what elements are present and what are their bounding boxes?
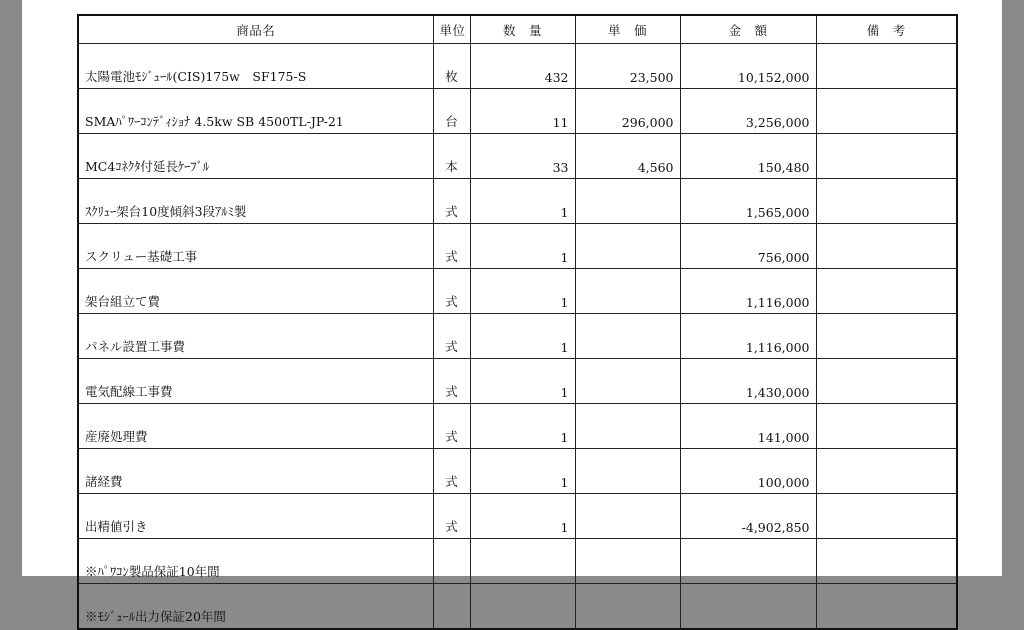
cell-name: スクリュー基礎工事	[78, 224, 433, 269]
header-price: 単 価	[575, 15, 680, 44]
cell-remarks	[816, 134, 957, 179]
cell-remarks	[816, 224, 957, 269]
cell-qty: 1	[470, 179, 575, 224]
cell-price: 296,000	[575, 89, 680, 134]
header-amount: 金 額	[680, 15, 816, 44]
table-row	[78, 134, 957, 179]
cell-price: 4,560	[575, 134, 680, 179]
cell-qty: 1	[470, 224, 575, 269]
cell-qty	[470, 539, 575, 584]
document-page	[22, 0, 1002, 624]
cell-name: ｽｸﾘｭｰ架台10度傾斜3段ｱﾙﾐ製	[78, 179, 433, 224]
cell-amount: 1,430,000	[680, 359, 816, 404]
cell-name: ※ﾓｼﾞｭｰﾙ出力保証20年間	[78, 584, 433, 630]
cell-price	[575, 179, 680, 224]
table-row	[78, 359, 957, 404]
cell-amount: 756,000	[680, 224, 816, 269]
cell-remarks	[816, 179, 957, 224]
table-row	[78, 269, 957, 314]
cell-remarks	[816, 494, 957, 539]
cell-amount: 150,480	[680, 134, 816, 179]
cell-price	[575, 404, 680, 449]
header-remarks: 備 考	[816, 15, 957, 44]
header-unit: 単位	[433, 15, 470, 44]
cell-amount: 3,256,000	[680, 89, 816, 134]
cell-unit	[433, 539, 470, 584]
cell-unit: 式	[433, 404, 470, 449]
cell-amount: 1,116,000	[680, 314, 816, 359]
cell-name: SMAﾊﾟﾜｰｺﾝﾃﾞｨｼｮﾅ 4.5kw SB 4500TL-JP-21	[78, 89, 433, 134]
cell-qty: 1	[470, 404, 575, 449]
cell-remarks	[816, 539, 957, 584]
cell-qty: 33	[470, 134, 575, 179]
cell-name: 諸経費	[78, 449, 433, 494]
cell-amount: 100,000	[680, 449, 816, 494]
header-qty: 数 量	[470, 15, 575, 44]
table-row	[78, 179, 957, 224]
cell-amount	[680, 584, 816, 630]
cell-price	[575, 449, 680, 494]
cell-price	[575, 539, 680, 584]
cell-qty	[470, 584, 575, 630]
cell-price	[575, 269, 680, 314]
cell-amount	[680, 539, 816, 584]
cell-remarks	[816, 89, 957, 134]
cell-price	[575, 584, 680, 630]
table-row	[78, 44, 957, 89]
cell-name: MC4ｺﾈｸﾀ付延長ｹｰﾌﾞﾙ	[78, 134, 433, 179]
cell-name: 架台組立て費	[78, 269, 433, 314]
cell-unit: 式	[433, 449, 470, 494]
cell-name: 産廃処理費	[78, 404, 433, 449]
cell-unit: 式	[433, 269, 470, 314]
cell-remarks	[816, 404, 957, 449]
cell-price	[575, 314, 680, 359]
header-name: 商品名	[78, 15, 433, 44]
cell-remarks	[816, 359, 957, 404]
cell-unit: 式	[433, 224, 470, 269]
cell-qty: 1	[470, 449, 575, 494]
cell-amount: 1,565,000	[680, 179, 816, 224]
cell-amount: 141,000	[680, 404, 816, 449]
cell-qty: 1	[470, 314, 575, 359]
cell-price: 23,500	[575, 44, 680, 89]
table-row	[78, 224, 957, 269]
estimate-table	[77, 14, 958, 630]
cell-amount: 10,152,000	[680, 44, 816, 89]
table-row	[78, 494, 957, 539]
cell-remarks	[816, 314, 957, 359]
cell-qty: 432	[470, 44, 575, 89]
cell-unit: 台	[433, 89, 470, 134]
table-row	[78, 314, 957, 359]
cell-amount: -4,902,850	[680, 494, 816, 539]
cell-unit	[433, 584, 470, 630]
cell-qty: 1	[470, 494, 575, 539]
cell-qty: 1	[470, 359, 575, 404]
header-row	[78, 15, 957, 44]
cell-unit: 式	[433, 359, 470, 404]
cell-price	[575, 494, 680, 539]
cell-unit: 式	[433, 314, 470, 359]
cell-unit: 式	[433, 494, 470, 539]
table-row	[78, 404, 957, 449]
cell-amount: 1,116,000	[680, 269, 816, 314]
cell-remarks	[816, 584, 957, 630]
table-row	[78, 539, 957, 584]
cell-name: 出精値引き	[78, 494, 433, 539]
cell-unit: 式	[433, 179, 470, 224]
cell-remarks	[816, 269, 957, 314]
table-row	[78, 449, 957, 494]
cell-unit: 枚	[433, 44, 470, 89]
cell-name: 太陽電池ﾓｼﾞｭｰﾙ(CIS)175w SF175-S	[78, 44, 433, 89]
table-row	[78, 584, 957, 630]
cell-name: 電気配線工事費	[78, 359, 433, 404]
cell-remarks	[816, 44, 957, 89]
table-row	[78, 89, 957, 134]
cell-price	[575, 224, 680, 269]
cell-qty: 11	[470, 89, 575, 134]
cell-qty: 1	[470, 269, 575, 314]
cell-name: パネル設置工事費	[78, 314, 433, 359]
cell-unit: 本	[433, 134, 470, 179]
cell-price	[575, 359, 680, 404]
cell-remarks	[816, 449, 957, 494]
cell-name: ※ﾊﾟﾜｺﾝ製品保証10年間	[78, 539, 433, 584]
